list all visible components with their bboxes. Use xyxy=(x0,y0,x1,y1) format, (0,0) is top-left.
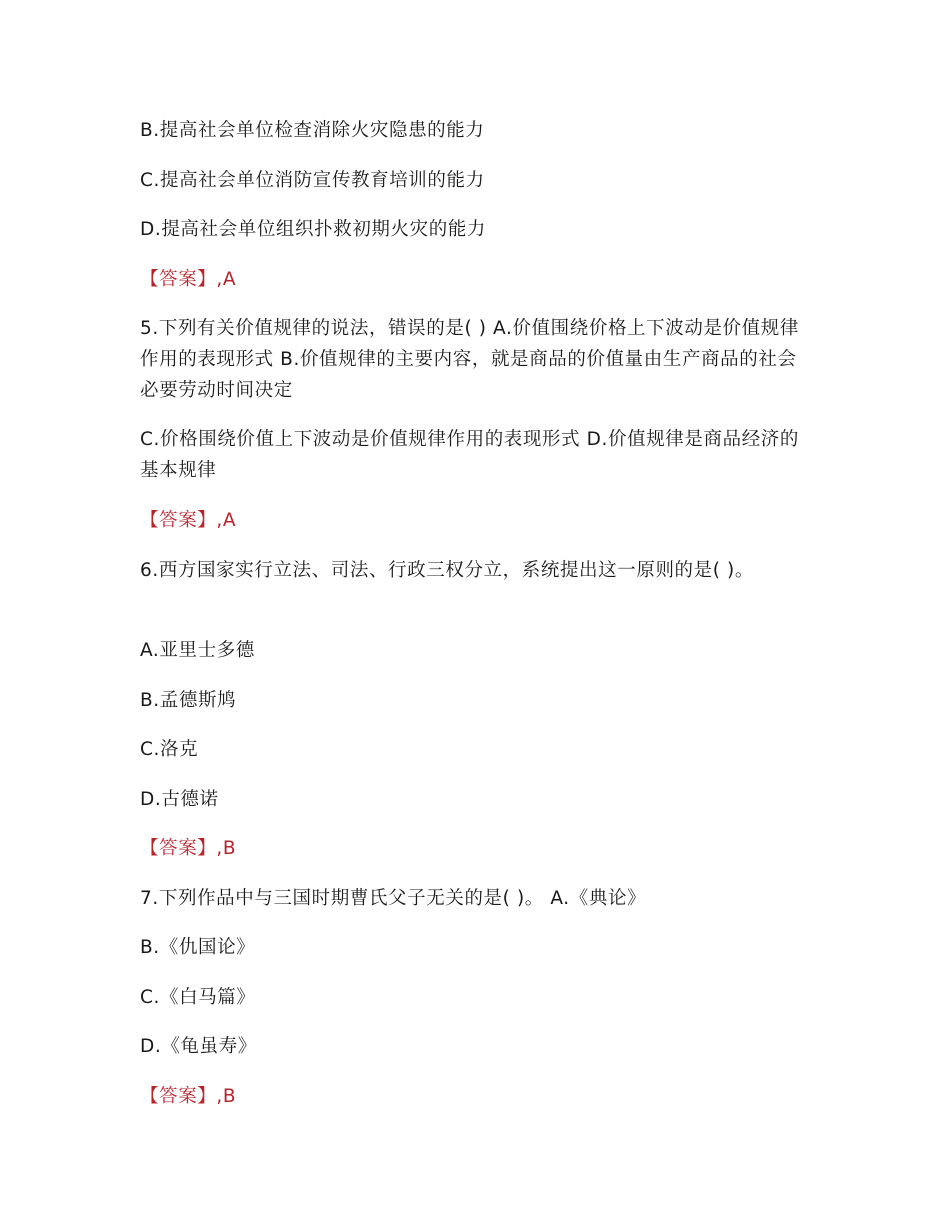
question-5: 5.下列有关价值规律的说法，错误的是( ) A.价值围绕价格上下波动是价值规律作用的表现形式 B.价值规律的主要内容，就是商品的价值量由生产商品的社会必要劳动时间决定 xyxy=(140,318,799,401)
question-6: 6.西方国家实行立法、司法、行政三权分立，系统提出这一原则的是( )。 xyxy=(140,560,754,581)
answer-line: 【答案】,A xyxy=(140,269,237,290)
answer-line: 【答案】,B xyxy=(140,1086,237,1107)
option-b-line: B.提高社会单位检查消除火灾隐患的能力 xyxy=(140,120,485,141)
answer-line: 【答案】,A xyxy=(140,510,237,531)
question-7-option-b: B.《仇国论》 xyxy=(140,937,256,958)
question-6-option-a: A.亚里士多德 xyxy=(140,640,255,661)
question-6-option-d: D.古德诺 xyxy=(140,789,219,810)
question-7-option-c: C.《白马篇》 xyxy=(140,987,256,1008)
question-7: 7.下列作品中与三国时期曹氏父子无关的是( )。 A.《典论》 xyxy=(140,888,647,909)
answer-line: 【答案】,B xyxy=(140,838,237,859)
question-6-option-c: C.洛克 xyxy=(140,739,199,760)
option-c-line: C.提高社会单位消防宣传教育培训的能力 xyxy=(140,170,485,191)
question-7-option-d: D.《龟虽寿》 xyxy=(140,1036,257,1057)
question-6-option-b: B.孟德斯鸠 xyxy=(140,690,237,711)
option-d-line: D.提高社会单位组织扑救初期火灾的能力 xyxy=(140,219,487,240)
question-5-options: C.价格围绕价值上下波动是价值规律作用的表现形式 D.价值规律是商品经济的基本规律 xyxy=(140,429,800,481)
